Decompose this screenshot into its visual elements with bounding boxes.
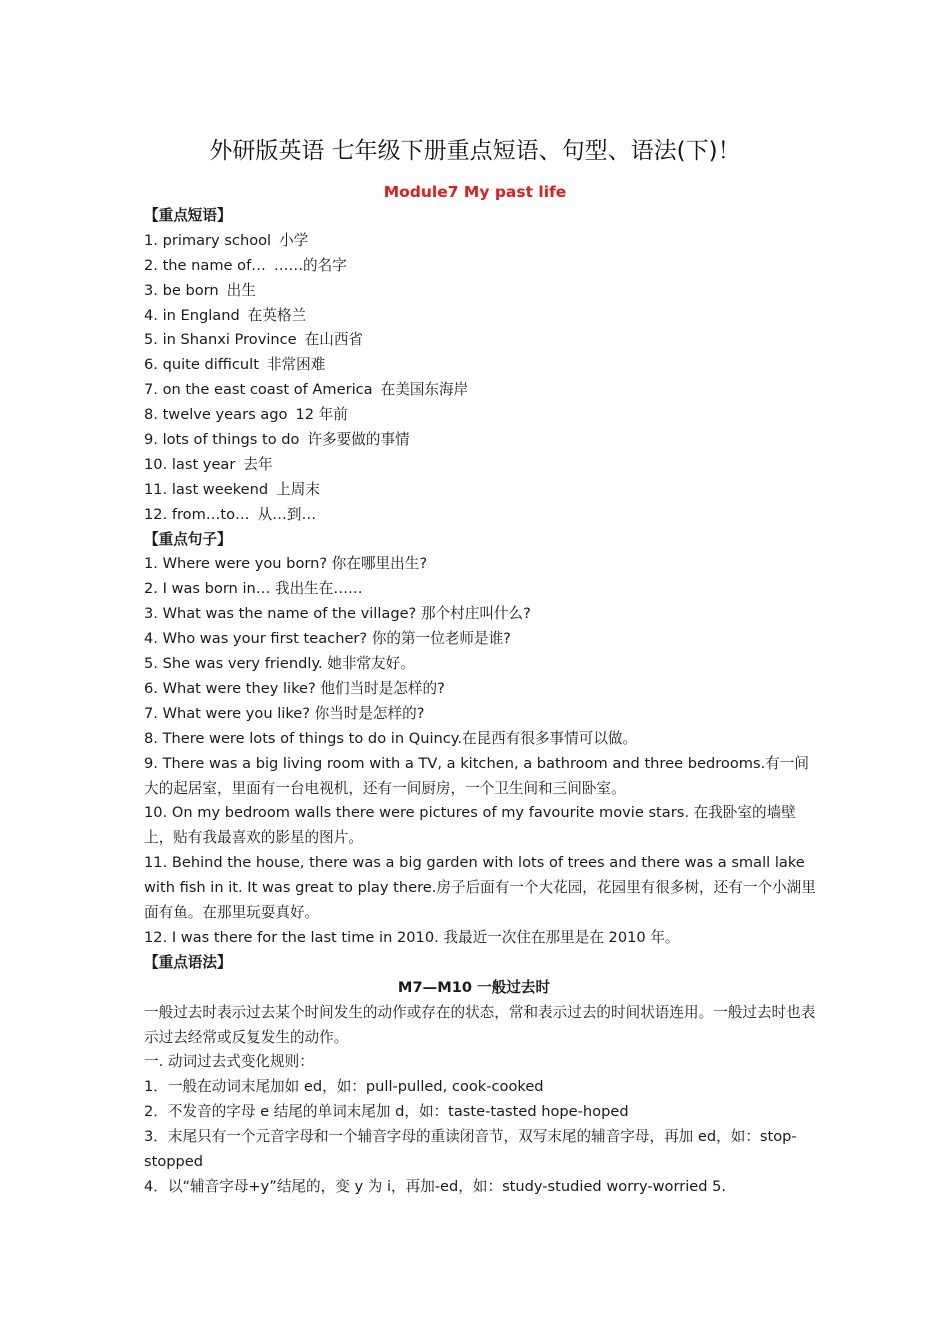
rule-list xyxy=(144,1075,816,1199)
phrase-zh: 从…到… xyxy=(257,505,317,523)
phrase-list xyxy=(144,229,816,528)
phrase-zh: 上周末 xyxy=(276,480,320,498)
rule-item: 2．不发音的字母 e 结尾的单词末尾加 d，如：taste-tasted hope-hoped xyxy=(144,1103,629,1121)
phrase-item xyxy=(144,279,816,304)
sentence-item: 4. Who was your first teacher? 你的第一位老师是谁? xyxy=(144,630,511,648)
phrase-en: 2. the name of… xyxy=(144,256,266,274)
phrase-en: 8. twelve years ago xyxy=(144,406,288,424)
phrase-en: 11. last weekend xyxy=(144,480,269,498)
phrase-item xyxy=(144,328,816,353)
phrase-en: 4. in England xyxy=(144,306,240,324)
phrase-zh: 许多要做的事情 xyxy=(307,431,410,449)
phrase-en: 1. primary school xyxy=(144,231,272,249)
phrase-item xyxy=(144,229,816,254)
phrase-en: 5. in Shanxi Province xyxy=(144,331,297,349)
phrase-zh: ……的名字 xyxy=(273,256,347,274)
phrase-item xyxy=(144,304,816,329)
sentence-item: 1. Where were you born? 你在哪里出生? xyxy=(144,555,428,573)
phrase-item xyxy=(144,478,816,503)
phrase-item xyxy=(144,378,816,403)
phrase-zh: 去年 xyxy=(243,455,273,473)
rules-heading: 一. 动词过去式变化规则： xyxy=(144,1053,314,1071)
document-body xyxy=(144,204,816,1200)
phrase-zh: 小学 xyxy=(279,231,309,249)
phrase-en: 6. quite difficult xyxy=(144,356,259,374)
phrase-zh: 12 年前 xyxy=(295,406,348,424)
sentence-item: 7. What were you like? 你当时是怎样的? xyxy=(144,704,425,722)
sentence-item: 6. What were they like? 他们当时是怎样的? xyxy=(144,679,445,697)
phrase-en: 10. last year xyxy=(144,455,236,473)
rule-item: 4．以“辅音字母+y”结尾的，变 y 为 i，再加-ed，如：study-studied worry-worried 5. xyxy=(144,1177,727,1195)
phrase-item xyxy=(144,403,816,428)
rule-item: 1．一般在动词末尾加如 ed，如：pull-pulled, cook-cooked xyxy=(144,1078,544,1096)
phrase-zh: 在山西省 xyxy=(304,331,364,349)
phrase-zh: 非常困难 xyxy=(266,356,326,374)
phrase-item xyxy=(144,503,816,528)
phrase-item xyxy=(144,254,816,279)
sentence-item: 8. There were lots of things to do in Quincy.在昆西有很多事情可以做。 xyxy=(144,729,638,747)
phrase-zh: 在英格兰 xyxy=(247,306,307,324)
phrase-item xyxy=(144,453,816,478)
module-title: Module7 My past life xyxy=(383,183,567,201)
sentence-list xyxy=(144,552,816,950)
sentence-item: 11. Behind the house, there was a big garden with lots of trees and there was a small lake with fish in it. It was great to play there.房子后面有一个大花园，花园里有很多树，还有一个小湖里面有鱼。在那里玩耍真好。 xyxy=(144,854,816,922)
sentence-item: 9. There was a big living room with a TV, a kitchen, a bathroom and three bedrooms.有一间大的起居室，里面有一台电视机，还有一间厨房，一个卫生间和三间卧室。 xyxy=(144,754,809,797)
phrase-en: 7. on the east coast of America xyxy=(144,381,373,399)
phrase-zh: 在美国东海岸 xyxy=(380,381,469,399)
phrase-item xyxy=(144,428,816,453)
rule-item: 3．末尾只有一个元音字母和一个辅音字母的重读闭音节，双写末尾的辅音字母，再加 ed，如：stop-stopped xyxy=(144,1128,797,1170)
sentence-item: 10. On my bedroom walls there were pictures of my favourite movie stars. 在我卧室的墙壁上，贴有我最喜欢的影星的图片。 xyxy=(144,804,796,847)
sentence-item: 5. She was very friendly. 她非常友好。 xyxy=(144,655,415,673)
sentence-item: 12. I was there for the last time in 2010. 我最近一次住在那里是在 2010 年。 xyxy=(144,928,680,946)
phrase-item xyxy=(144,353,816,378)
phrase-zh: 出生 xyxy=(226,281,256,299)
sentence-item: 3. What was the name of the village? 那个村庄叫什么? xyxy=(144,605,531,623)
phrase-en: 12. from…to… xyxy=(144,505,250,523)
grammar-heading: 【重点语法】 xyxy=(144,953,232,971)
document-title: 外研版英语 七年级下册重点短语、句型、语法(下)！ xyxy=(209,138,741,164)
phrases-heading: 【重点短语】 xyxy=(144,207,232,224)
grammar-intro: 一般过去时表示过去某个时间发生的动作或存在的状态，常和表示过去的时间状语连用。一般过去时也表示过去经常或反复发生的动作。 xyxy=(144,1003,816,1046)
sentences-heading: 【重点句子】 xyxy=(144,530,232,548)
sentence-item: 2. I was born in… 我出生在…… xyxy=(144,580,363,598)
grammar-title: M7—M10 一般过去时 xyxy=(397,978,551,996)
phrase-en: 3. be born xyxy=(144,281,219,299)
phrase-en: 9. lots of things to do xyxy=(144,431,300,449)
